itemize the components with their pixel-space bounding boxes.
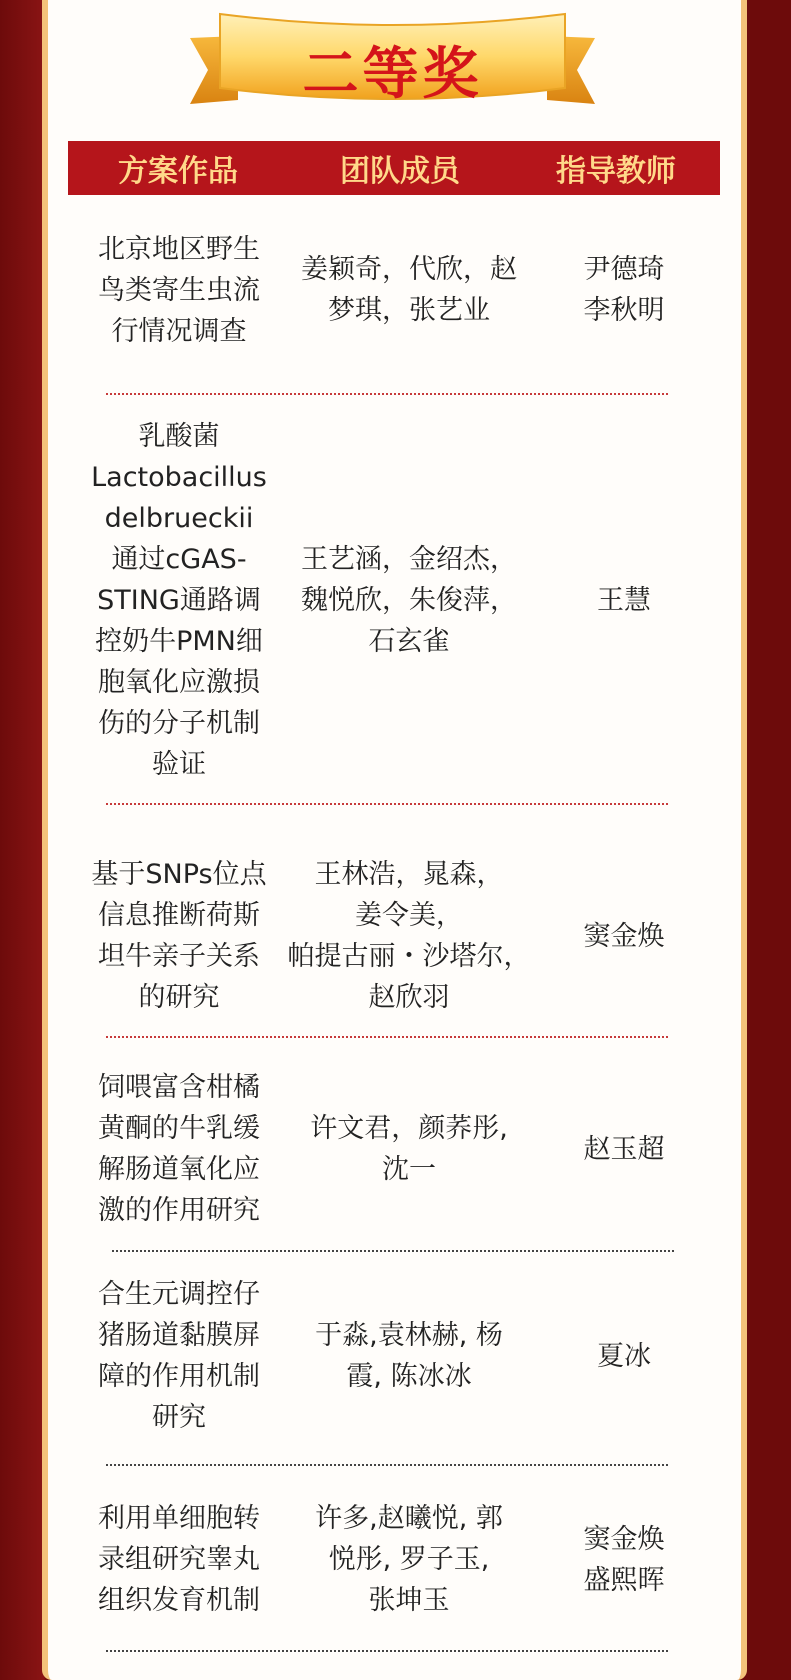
table-header <box>68 141 720 195</box>
advisor-cell: 窦金焕 盛熙晖 <box>583 1523 665 1596</box>
project-cell: 基于SNPs位点 信息推断荷斯 坦牛亲子关系 的研究 <box>91 859 267 1013</box>
table-row <box>84 853 704 1019</box>
row-divider <box>106 1650 668 1652</box>
table-row <box>84 1497 704 1622</box>
advisor-cell: 尹德琦 李秋明 <box>583 254 665 326</box>
table-row <box>84 226 704 354</box>
members-cell: 于淼,袁林赫, 杨 霞, 陈冰冰 <box>315 1320 503 1392</box>
project-cell: 北京地区野生 鸟类寄生虫流 行情况调查 <box>98 233 260 347</box>
project-cell: 合生元调控仔 猪肠道黏膜屏 障的作用机制 研究 <box>98 1279 260 1433</box>
advisor-cell: 赵玉超 <box>583 1133 665 1165</box>
row-divider <box>106 1464 668 1466</box>
project-cell: 饲喂富含柑橘 黄酮的牛乳缓 解肠道氧化应 激的作用研究 <box>98 1072 260 1226</box>
row-divider <box>106 803 668 805</box>
members-cell: 许多,赵曦悦, 郭 悦彤, 罗子玉, 张坤玉 <box>315 1503 503 1616</box>
header-members: 团队成员 <box>340 154 460 189</box>
project-cell: 利用单细胞转 录组研究睾丸 组织发育机制 <box>98 1503 260 1616</box>
members-cell: 王林浩，晁森， 姜令美， 帕提古丽・沙塔尔， 赵欣羽 <box>287 859 531 1013</box>
header-advisor: 指导教师 <box>556 154 676 189</box>
advisor-cell: 夏冰 <box>597 1340 651 1372</box>
award-banner <box>190 8 595 108</box>
row-divider <box>106 393 668 395</box>
row-divider <box>112 1250 674 1252</box>
advisor-cell: 王慧 <box>597 584 651 616</box>
members-cell: 姜颖奇，代欣，赵 梦琪，张艺业 <box>301 254 517 326</box>
award-title: 二等奖 <box>302 41 483 107</box>
table-row <box>84 1273 704 1439</box>
row-divider <box>106 1036 668 1038</box>
members-cell: 王艺涵，金绍杰， 魏悦欣，朱俊萍， 石玄雀 <box>301 543 517 657</box>
header-project: 方案作品 <box>118 154 238 189</box>
advisor-cell: 窦金焕 <box>583 920 665 952</box>
members-cell: 许文君，颜荞彤, 沈一 <box>310 1113 508 1185</box>
table-row <box>84 415 704 785</box>
project-cell: 乳酸菌 Lactobacillus delbrueckii 通过cGAS- STING通路调 控奶牛PMN细 胞氧化应激损 伤的分子机制 验证 <box>91 420 267 780</box>
table-row <box>84 1066 704 1232</box>
